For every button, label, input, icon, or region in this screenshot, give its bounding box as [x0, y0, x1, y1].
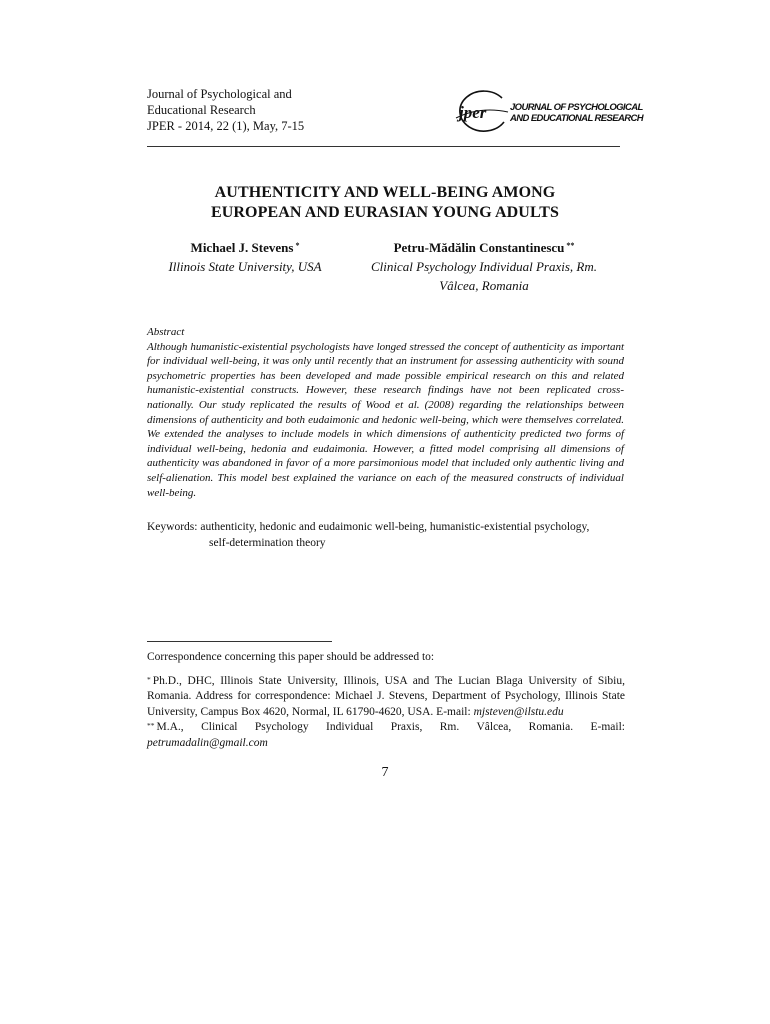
header-divider [147, 146, 620, 147]
author-affiliation: Illinois State University, USA [168, 259, 322, 274]
author-block-2 [350, 238, 618, 295]
journal-logo [450, 88, 644, 136]
footnote-1-mark: * [147, 674, 151, 684]
footnote-2-mark: ** [147, 721, 155, 730]
author-footnote-mark: ** [566, 241, 575, 250]
journal-citation [147, 86, 304, 134]
author-name: Petru-Mădălin Constantinescu [393, 240, 565, 255]
footnote-divider [147, 641, 332, 642]
abstract-section [147, 325, 624, 500]
journal-name-line2: Educational Research [147, 103, 256, 117]
author-footnote-mark: * [295, 241, 300, 250]
correspondence-note: Correspondence concerning this paper should be addressed to: [147, 651, 435, 663]
author-block-1 [140, 238, 350, 276]
keywords-line1: Keywords: authenticity, hedonic and eudaimonic well-being, humanistic-existential psychology, [147, 521, 590, 533]
author-name-line [350, 238, 618, 257]
abstract-text: Although humanistic-existential psychologists have longed stressed the concept of authenticity as important for individual well-being, it was only until recently that an instrument for assessing authenticity with sound psychometric properties has been developed and made possible empirical research on this and related humanistic-existential constructs. However, these research findings have not been replicated cross-nationally. Our study replicated the results of Wood et al. (2008) regarding the relationships between dimensions of authenticity and both eudaimonic and hedonic well-being, which were themselves correlated. We extended the analyses to include models in which dimensions of authenticity predicted two forms of individual well-being, hedonia and eudaimonia. However, a fitted model comprising all dimensions of authenticity was abandoned in favor of a more parsimonious model that included only authentic living and self-alienation. This model best explained the variance on each of the measured constructs of individual well-being. [147, 340, 624, 499]
author-affiliation-line2: Vâlcea, Romania [439, 278, 529, 293]
page-number: 7 [381, 765, 389, 780]
footnote-2 [147, 720, 625, 751]
author-name-line [140, 238, 350, 257]
footnote-1 [147, 674, 625, 721]
abstract-heading: Abstract [147, 326, 185, 338]
title-line2: EUROPEAN AND EURASIAN YOUNG ADULTS [210, 204, 560, 221]
logo-journal-line1: JOURNAL OF PSYCHOLOGICAL [510, 102, 643, 113]
author-2-email-link[interactable]: petrumadalin@gmail.com [147, 736, 268, 749]
keywords-section [147, 520, 627, 551]
author-affiliation-line1: Clinical Psychology Individual Praxis, Rm. [370, 259, 597, 274]
title-line1: AUTHENTICITY AND WELL-BEING AMONG [214, 184, 556, 201]
logo-journal-line2: AND EDUCATIONAL RESEARCH [510, 113, 644, 124]
journal-volume-line: JPER - 2014, 22 (1), May, 7-15 [147, 119, 305, 133]
author-name: Michael J. Stevens [190, 240, 294, 255]
journal-name-line1: Journal of Psychological and [147, 87, 292, 101]
footnotes-section [147, 650, 625, 751]
author-1-email-link[interactable]: mjsteven@ilstu.edu [473, 705, 564, 718]
paper-title [140, 183, 630, 223]
logo-mark-text: jper [459, 103, 487, 122]
keywords-line2: self-determination theory [209, 536, 326, 549]
footnote-2-text: M.A., Clinical Psychology Individual Praxis, Rm. Vâlcea, Romania. E-mail: [156, 721, 625, 733]
footnote-1-text: Ph.D., DHC, Illinois State University, Illinois, USA and The Lucian Blaga University of Sibiu, Romania. Address for correspondence: Michael J. Stevens, Department of Psychology, Illinois State University, Campus Box 4620, Normal, IL 61790-4620, USA. E-mail: [147, 674, 625, 718]
